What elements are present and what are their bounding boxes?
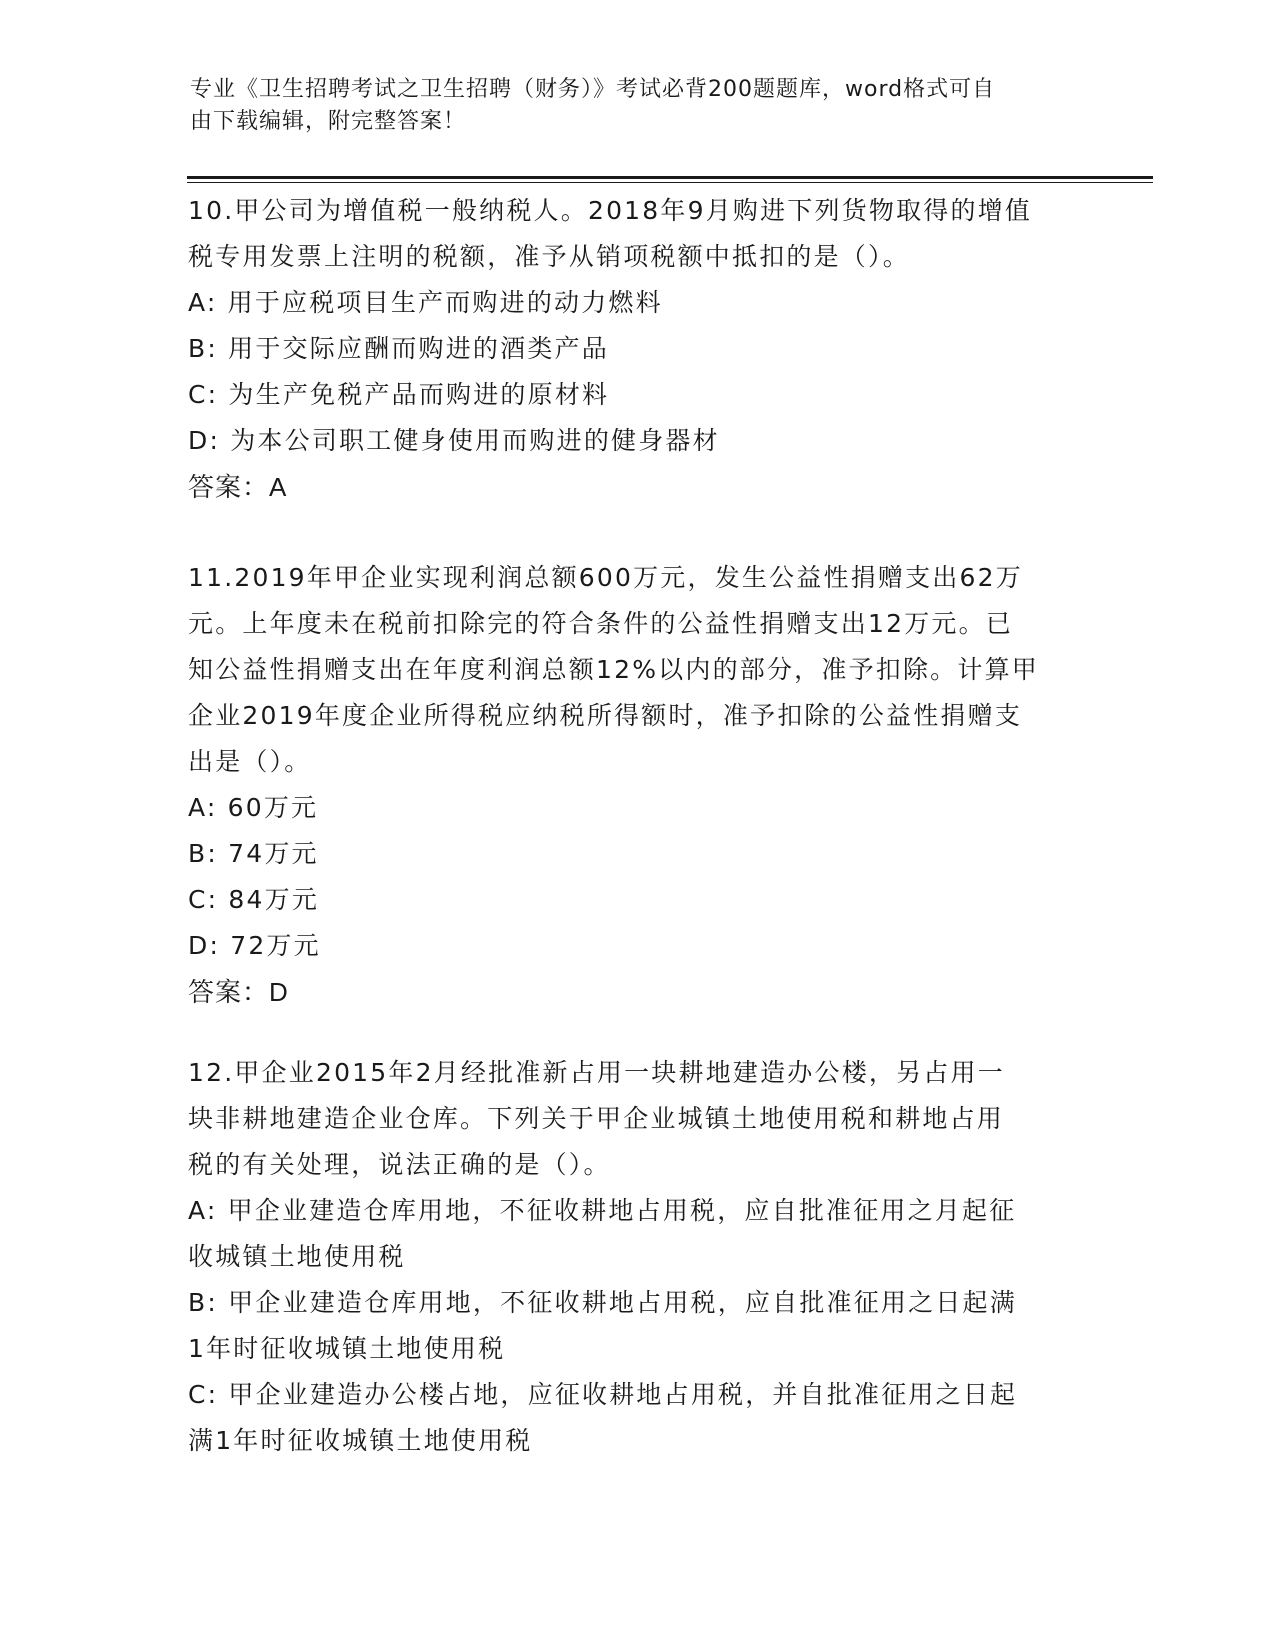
question-12 bbox=[188, 1050, 1068, 1464]
header-rule bbox=[187, 176, 1153, 179]
option-c: C: 84万元 bbox=[188, 885, 320, 914]
question-stem-line: 10.甲公司为增值税一般纳税人。2018年9月购进下列货物取得的增值 bbox=[188, 196, 1033, 225]
header-line: 专业《卫生招聘考试之卫生招聘（财务）》考试必背200题题库，word格式可自 bbox=[190, 77, 996, 102]
question-stem-line: 税的有关处理，说法正确的是（）。 bbox=[188, 1150, 611, 1179]
option-a-continued: 收城镇土地使用税 bbox=[188, 1242, 406, 1271]
header-rule bbox=[187, 182, 1153, 183]
question-stem-line: 税专用发票上注明的税额，准予从销项税额中抵扣的是（）。 bbox=[188, 242, 910, 271]
question-stem-line: 11.2019年甲企业实现利润总额600万元，发生公益性捐赠支出62万 bbox=[188, 563, 1023, 592]
option-a: A: 甲企业建造仓库用地，不征收耕地占用税，应自批准征用之月起征 bbox=[188, 1196, 1017, 1225]
question-stem-line: 企业2019年度企业所得税应纳税所得额时，准予扣除的公益性捐赠支 bbox=[188, 701, 1023, 730]
option-c-continued: 满1年时征收城镇土地使用税 bbox=[188, 1426, 533, 1455]
option-b-continued: 1年时征收城镇土地使用税 bbox=[188, 1334, 506, 1363]
option-b: B: 用于交际应酬而购进的酒类产品 bbox=[188, 334, 609, 363]
question-stem-line: 出是（）。 bbox=[188, 747, 312, 776]
option-a: A: 60万元 bbox=[188, 793, 319, 822]
question-11 bbox=[188, 555, 1068, 1015]
option-b: B: 甲企业建造仓库用地，不征收耕地占用税，应自批准征用之日起满 bbox=[188, 1288, 1017, 1317]
option-d: D: 72万元 bbox=[188, 931, 321, 960]
option-d: D: 为本公司职工健身使用而购进的健身器材 bbox=[188, 426, 720, 455]
option-b: B: 74万元 bbox=[188, 839, 319, 868]
document-header bbox=[190, 74, 1070, 138]
option-a: A: 用于应税项目生产而购进的动力燃料 bbox=[188, 288, 663, 317]
answer-text: 答案：D bbox=[188, 977, 289, 1007]
option-c: C: 为生产免税产品而购进的原材料 bbox=[188, 380, 610, 409]
question-10 bbox=[188, 188, 1068, 510]
question-stem-line: 块非耕地建造企业仓库。下列关于甲企业城镇土地使用税和耕地占用 bbox=[188, 1104, 1005, 1133]
header-line: 由下载编辑，附完整答案！ bbox=[190, 109, 467, 134]
question-stem-line: 元。上年度未在税前扣除完的符合条件的公益性捐赠支出12万元。已 bbox=[188, 609, 1014, 638]
question-stem-line: 知公益性捐赠支出在年度利润总额12%以内的部分，准予扣除。计算甲 bbox=[188, 655, 1039, 684]
option-c: C: 甲企业建造办公楼占地，应征收耕地占用税，并自批准征用之日起 bbox=[188, 1380, 1018, 1409]
question-stem-line: 12.甲企业2015年2月经批准新占用一块耕地建造办公楼，另占用一 bbox=[188, 1058, 1005, 1087]
answer-text: 答案：A bbox=[188, 472, 288, 502]
